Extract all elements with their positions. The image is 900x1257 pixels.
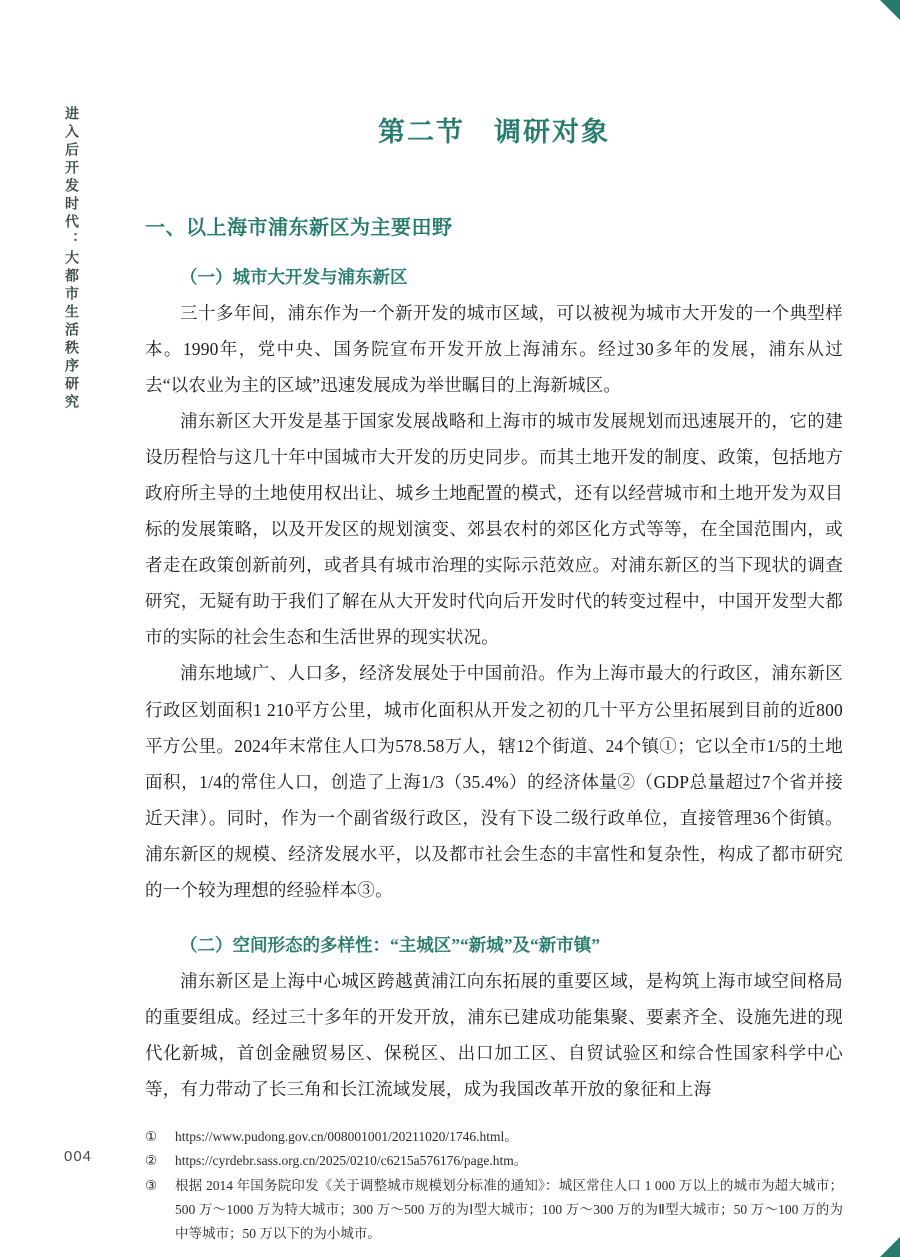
- paragraph: 三十多年间，浦东作为一个新开发的城市区域，可以被视为城市大开发的一个典型样本。1990年，党中央、国务院宣布开发开放上海浦东。经过30多年的发展，浦东从过去“以农业为主的区域”迅速发展成为举世瞩目的上海新城区。: [145, 303, 843, 396]
- section-heading: 一、以上海市浦东新区为主要田野: [145, 217, 453, 239]
- footnote-text: https://www.pudong.gov.cn/008001001/20211020/1746.html。: [175, 1128, 518, 1144]
- footnotes-block: [145, 1125, 843, 1246]
- footnote-text: 根据 2014 年国务院印发《关于调整城市规模划分标准的通知》：城区常住人口 1 000 万以上的城市为超大城市；500 万～1000 万为特大城市；300 万～500 万的为Ⅰ型大城市；100 万～300 万的为Ⅱ型大城市；50 万～100 万的为中等城市；50 万以下的为小城市。: [175, 1177, 843, 1242]
- footnote-item: [145, 1125, 843, 1149]
- paragraph: 浦东新区大开发是基于国家发展战略和上海市的城市发展规划而迅速展开的，它的建设历程恰与这几十年中国城市大开发的历史同步。而其土地开发的制度、政策，包括地方政府所主导的土地使用权出让、城乡土地配置的模式，还有以经营城市和土地开发为双目标的发展策略，以及开发区的规划演变、郊县农村的郊区化方式等等，在全国范围内，或者走在政策创新前列，或者具有城市治理的实际示范效应。对浦东新区的当下现状的调查研究，无疑有助于我们了解在从大开发时代向后开发时代的转变过程中，中国开发型大都市的实际的社会生态和生活世界的现实状况。: [145, 411, 843, 648]
- paragraph: 浦东地域广、人口多，经济发展处于中国前沿。作为上海市最大的行政区，浦东新区行政区划面积1 210平方公里，城市化面积从开发之初的几十平方公里拓展到目前的近800平方公里。2024年末常住人口为578.58万人，辖12个街道、24个镇①；它以全市1/5的土地面积，1/4的常住人口，创造了上海1/3（35.4%）的经济体量②（GDP总量超过7个省并接近天津）。同时，作为一个副省级行政区，没有下设二级行政单位，直接管理36个街镇。浦东新区的规模、经济发展水平，以及都市社会生态的丰富性和复杂性，构成了都市研究的一个较为理想的经验样本③。: [145, 663, 843, 900]
- main-text-column: [145, 100, 843, 1246]
- footnote-item: [145, 1149, 843, 1173]
- footnote-text: https://cyrdebr.sass.org.cn/2025/0210/c6215a576176/page.htm。: [175, 1153, 528, 1169]
- page-number: 004: [64, 1148, 93, 1165]
- subsection-heading-2: （二）空间形态的多样性：“主城区”“新城”及“新市镇”: [180, 934, 600, 955]
- footnote-marker: ③: [145, 1177, 158, 1193]
- footnote-marker: ②: [145, 1153, 158, 1169]
- corner-mark-bottom-right: [880, 1237, 900, 1257]
- chapter-title: 第二节 调研对象: [378, 117, 610, 147]
- footnote-item: [145, 1174, 843, 1247]
- subsection-heading-1: （一）城市大开发与浦东新区: [180, 267, 408, 287]
- paragraph: 浦东新区是上海中心城区跨越黄浦江向东拓展的重要区域，是构筑上海市域空间格局的重要组成。经过三十多年的开发开放，浦东已建成功能集聚、要素齐全、设施先进的现代化新城，首创金融贸易区、保税区、出口加工区、自贸试验区和综合性国家科学中心等，有力带动了长三角和长江流域发展，成为我国改革开放的象征和上海: [145, 970, 843, 1099]
- footnote-marker: ①: [145, 1128, 158, 1144]
- vertical-book-title: 进入后开发时代：大都市生活秩序研究: [63, 106, 78, 412]
- corner-mark-top-right: [880, 0, 900, 20]
